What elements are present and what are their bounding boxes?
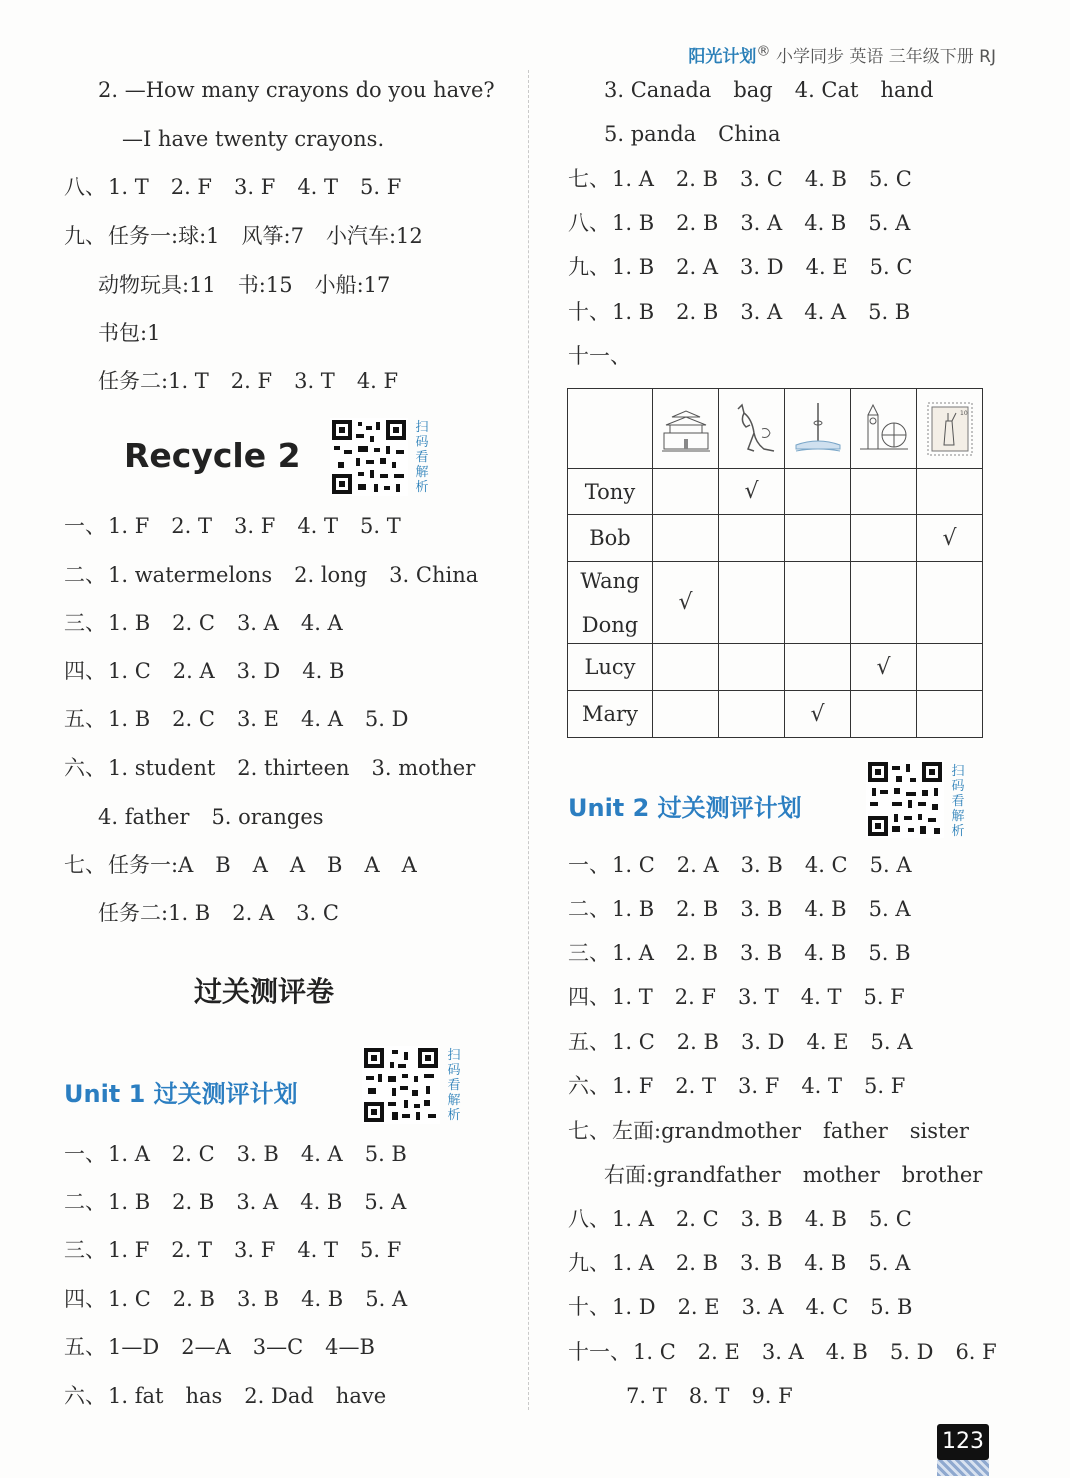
answer-line: 动物玩具:11 书:15 小船:17 [98,273,391,297]
big-ben-icon [856,399,912,459]
statue-of-liberty-stamp-icon [922,399,978,459]
answer-line: 九、1. A 2. B 3. B 4. B 5. A [568,1251,911,1275]
answer-line: 十一、1. C 2. E 3. A 4. B 5. D 6. F [568,1340,997,1364]
page-header [688,42,996,67]
answer-line: 八、1. T 2. F 3. F 4. T 5. F [64,175,402,199]
check-mark: √ [810,701,825,727]
answer-line: 任务二:1. B 2. A 3. C [98,901,339,925]
match-table [567,388,983,738]
name-cell: Tony [568,469,653,515]
answer-line: 六、1. student 2. thirteen 3. mother [64,756,476,780]
scan-hint: 扫 码 看 解 析 [415,420,429,495]
scan-hint: 扫 码 看 解 析 [447,1048,461,1123]
answer-line: 七、任务一:A B A A B A A [64,853,417,877]
answer-line: 九、1. B 2. A 3. D 4. E 5. C [568,255,913,279]
answer-line: 五、1. B 2. C 3. E 4. A 5. D [64,707,409,731]
answer-line: 八、1. B 2. B 3. A 4. B 5. A [568,211,911,235]
table-row [568,691,983,738]
kangaroo-icon [724,399,780,459]
qr-code-icon[interactable] [866,760,944,838]
answer-line: 七、1. A 2. B 3. C 4. B 5. C [568,167,912,191]
answer-line: 二、1. B 2. B 3. B 4. B 5. A [568,897,911,921]
answer-line: 任务二:1. T 2. F 3. T 4. F [98,369,399,393]
answer-line: 四、1. C 2. B 3. B 4. B 5. A [64,1287,408,1311]
answer-line: 九、任务一:球:1 风筝:7 小汽车:12 [64,224,423,248]
answer-line: 7. T 8. T 9. F [626,1384,793,1408]
answer-line: 书包:1 [98,321,161,345]
table-row [568,469,983,515]
page-number: 123 [937,1424,989,1460]
table-row [568,644,983,691]
check-mark: √ [942,525,957,551]
answer-line: 一、1. C 2. A 3. B 4. C 5. A [568,853,912,877]
table-row [568,562,983,644]
qr-code-icon[interactable] [330,418,408,496]
answer-line: 一、1. F 2. T 3. F 4. T 5. T [64,514,401,538]
table-row [568,515,983,562]
answer-line: 二、1. B 2. B 3. A 4. B 5. A [64,1190,407,1214]
answer-line: 八、1. A 2. C 3. B 4. B 5. C [568,1207,912,1231]
answer-line: 2. —How many crayons do you have? [98,78,495,102]
picture-cell [917,389,983,469]
answer-line: 5. panda China [604,122,781,146]
decorative-stripe [937,1460,989,1476]
answer-line: 四、1. T 2. F 3. T 4. T 5. F [568,985,905,1009]
name-cell: Mary [568,691,653,738]
section-title: 过关测评卷 [194,975,335,1008]
answer-line: 三、1. B 2. C 3. A 4. A [64,611,343,635]
answer-line: 十、1. B 2. B 3. A 4. A 5. B [568,300,911,324]
answer-line: —I have twenty crayons. [122,127,385,151]
svg-text:10: 10 [959,409,968,417]
answer-line: 三、1. A 2. B 3. B 4. B 5. B [568,941,911,965]
picture-cell [719,389,785,469]
registered-mark: ® [756,43,771,60]
cn-tower-icon [790,399,846,459]
check-mark: √ [744,479,759,504]
picture-cell [653,389,719,469]
picture-row [568,389,983,469]
picture-cell [785,389,851,469]
answer-line: 六、1. fat has 2. Dad have [64,1384,387,1408]
answer-line: 十一、 [568,344,631,368]
picture-cell [851,389,917,469]
answer-line: 二、1. watermelons 2. long 3. China [64,563,479,587]
answer-line: 五、1. C 2. B 3. D 4. E 5. A [568,1030,913,1054]
brand-name: 阳光计划 [688,47,757,67]
unit1-title: Unit 1 过关测评计划 [64,1080,298,1108]
answer-line: 六、1. F 2. T 3. F 4. T 5. F [568,1074,906,1098]
answer-line: 四、1. C 2. A 3. D 4. B [64,659,345,683]
check-mark: √ [678,590,693,615]
answer-line: 右面:grandfather mother brother [604,1163,983,1187]
name-cell: Bob [568,515,653,562]
tiananmen-icon [658,399,714,459]
answer-line: 3. Canada bag 4. Cat hand [604,78,934,102]
recycle-title: Recycle 2 [124,436,301,475]
book-info: 小学同步 英语 三年级下册 RJ [775,47,996,67]
answer-line: 4. father 5. oranges [98,805,324,829]
qr-code-icon[interactable] [362,1046,440,1124]
name-cell: Lucy [568,644,653,691]
column-divider [528,70,529,1410]
answer-line: 五、1—D 2—A 3—C 4—B [64,1335,375,1359]
answer-line: 三、1. F 2. T 3. F 4. T 5. F [64,1238,402,1262]
scan-hint: 扫 码 看 解 析 [951,764,965,839]
answer-line: 一、1. A 2. C 3. B 4. A 5. B [64,1142,407,1166]
name-cell: Wang Dong [568,562,653,644]
answer-line: 七、左面:grandmother father sister [568,1119,969,1143]
check-mark: √ [876,654,891,680]
empty-corner-cell [568,389,653,469]
answer-line: 十、1. D 2. E 3. A 4. C 5. B [568,1295,913,1319]
unit2-title: Unit 2 过关测评计划 [568,794,802,822]
